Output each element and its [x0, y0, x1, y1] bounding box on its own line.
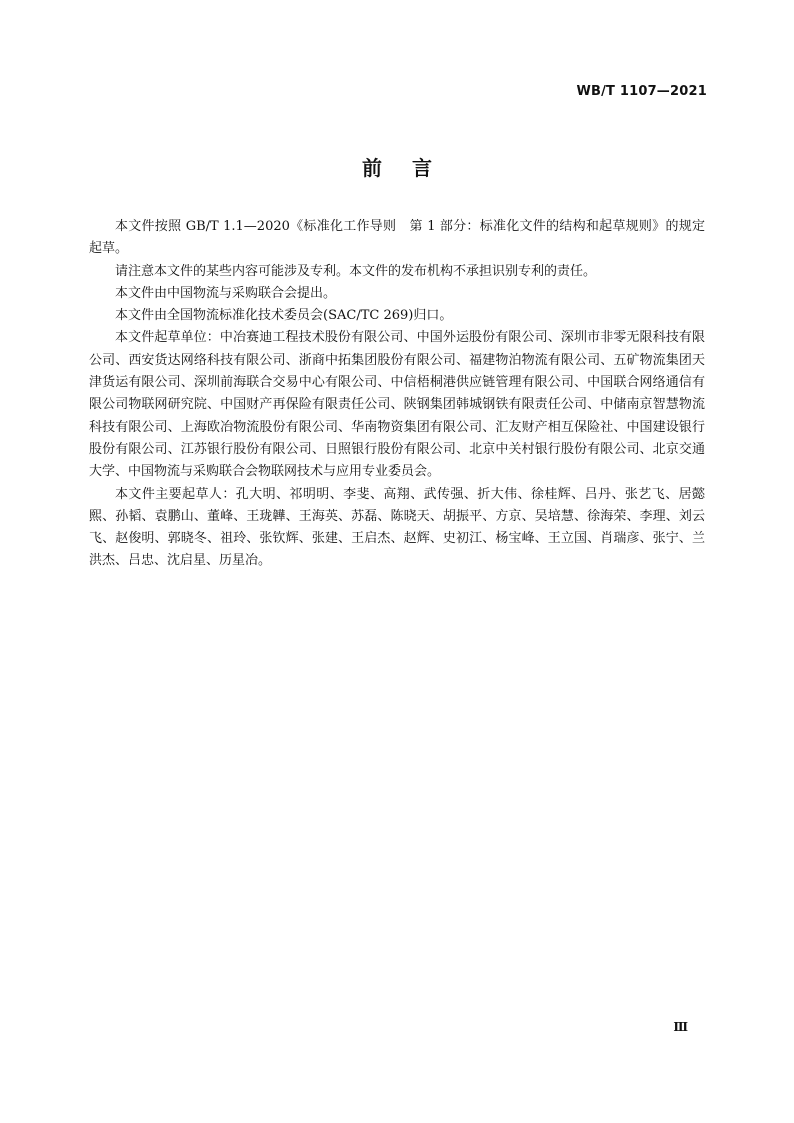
page-number: Ⅲ: [673, 1020, 688, 1034]
paragraph-drafting-units: 本文件起草单位：中冶赛迪工程技术股份有限公司、中国外运股份有限公司、深圳市非零无限科技有限公司、西安货达网络科技有限公司、浙商中拓集团股份有限公司、福建物泊物流有限公司、五矿物流集团天津货运有限公司、深圳前海联合交易中心有限公司、中信梧桐港供应链管理有限公司、中国联合网络通信有限公司物联网研究院、中国财产再保险有限责任公司、陕钢集团韩城钢铁有限责任公司、中储南京智慧物流科技有限公司、上海欧冶物流股份有限公司、华南物资集团有限公司、汇友财产相互保险社、中国建设银行股份有限公司、江苏银行股份有限公司、日照银行股份有限公司、北京中关村银行股份有限公司、北京交通大学、中国物流与采购联合会物联网技术与应用专业委员会。: [89, 330, 705, 480]
standard-number: WB/T 1107—2021: [576, 84, 707, 99]
paragraph-patent-notice: 请注意本文件的某些内容可能涉及专利。本文件的发布机构不承担识别专利的责任。: [115, 263, 597, 279]
paragraph-committee: 本文件由全国物流标准化技术委员会(SAC/TC 269)归口。: [115, 308, 453, 324]
paragraph-drafting-rules: 本文件按照 GB/T 1.1—2020《标准化工作导则 第 1 部分：标准化文件的结构和起草规则》的规定起草。: [89, 219, 705, 257]
page-title: 前言: [362, 156, 462, 180]
preface-body: [89, 216, 705, 573]
paragraph-drafters: 本文件主要起草人：孔大明、祁明明、李斐、高翔、武传强、折大伟、徐桂辉、吕丹、张艺飞、居懿熙、孙韬、袁鹏山、董峰、王珑韡、王海英、苏磊、陈晓天、胡振平、方京、吴培慧、徐海荣、李理、刘云飞、赵俊明、郭晓冬、祖玲、张钦辉、张建、王启杰、赵辉、史初江、杨宝峰、王立国、肖瑞彦、张宁、兰洪杰、吕忠、沈启星、历星冶。: [89, 486, 705, 569]
paragraph-proposer: 本文件由中国物流与采购联合会提出。: [115, 285, 337, 301]
